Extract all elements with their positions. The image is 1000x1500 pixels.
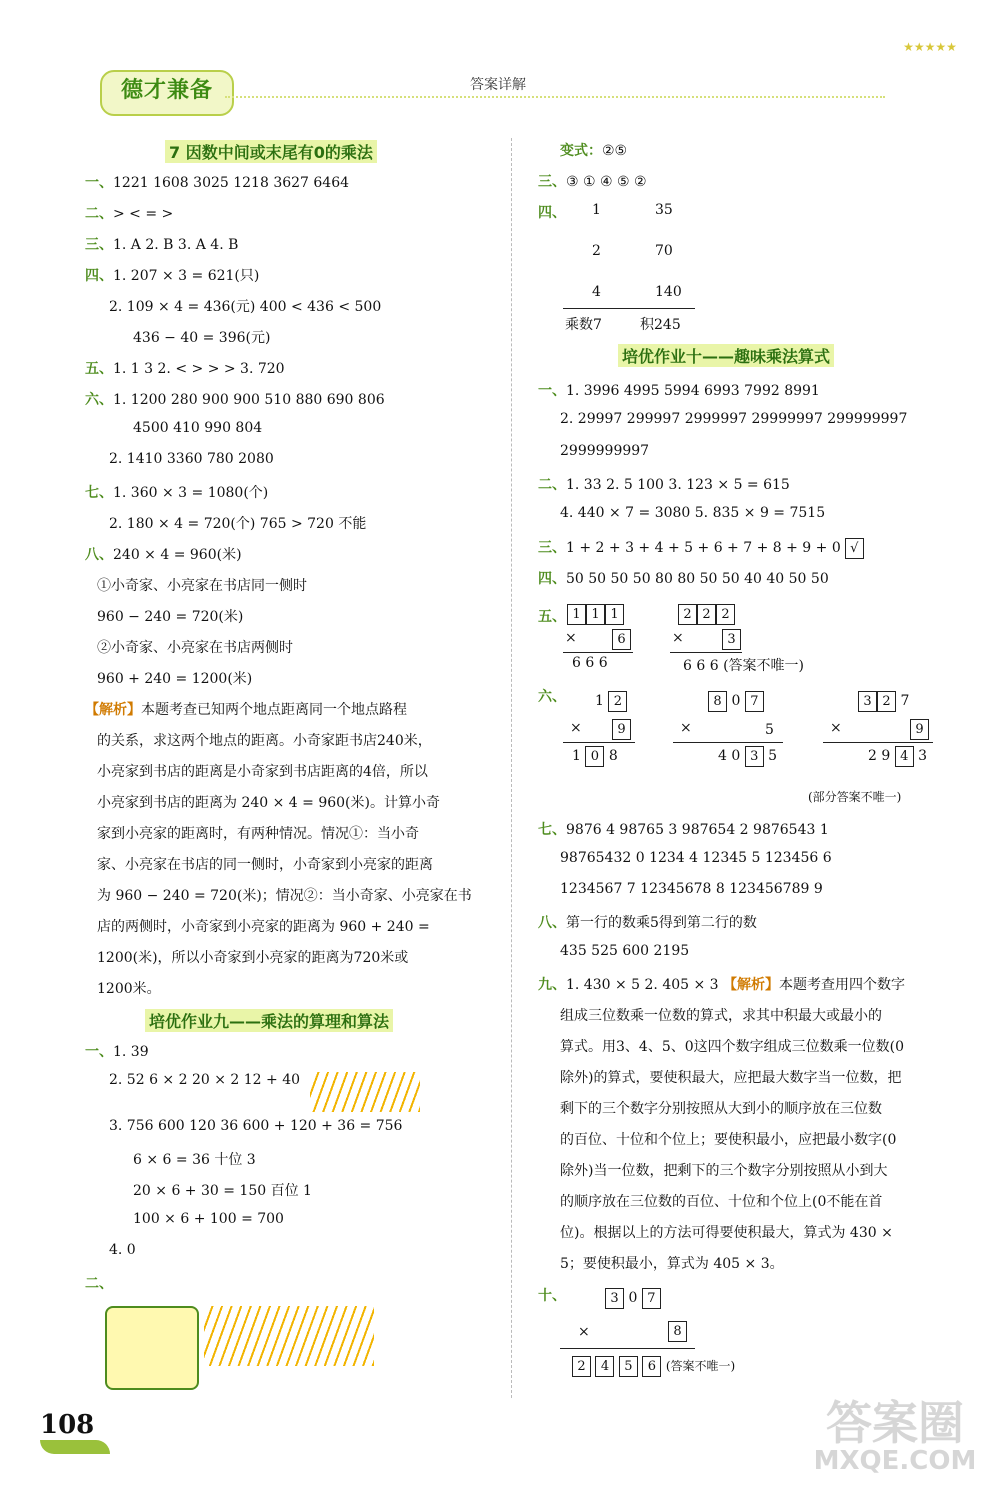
answer-text: 位)。根据以上的方法可得要使积最大，算式为 430 ×: [560, 1225, 893, 1241]
answer-line: [560, 1098, 882, 1118]
answer-text: 1. 33 2. 5 100 3. 123 × 5 = 615: [566, 476, 790, 493]
liu-p1-mul: 9: [612, 718, 631, 740]
answer-text: 小亮家到书店的距离为 240 × 4 = 960(米)。计算小奇: [97, 795, 440, 811]
answer-line: [85, 358, 285, 378]
answer-text: 的顺序放在三位数的百位、十位和个位上(0不能在首: [560, 1194, 883, 1210]
answer-line: [97, 668, 252, 688]
item-label: 五、: [85, 361, 113, 377]
answer-text: 1. 3996 4995 5994 6993 7992 8991: [566, 383, 820, 399]
answer-text: 2. 52 6 × 2 20 × 2 12 + 40: [109, 1072, 301, 1088]
answer-text: 960 − 240 = 720(米): [97, 609, 244, 625]
answer-text: 1234567 7 12345678 8 123456789 9: [560, 881, 823, 897]
answer-line: [85, 544, 242, 564]
answer-text: 5；要使积最小，算式为 405 × 3。: [560, 1256, 784, 1272]
item-label: 一、: [538, 383, 566, 399]
check-box: √: [845, 538, 864, 559]
answer-text: 2. 29997 299997 2999997 29999997 299999997: [560, 411, 908, 428]
answer-line: [538, 819, 829, 839]
answer-text: 本题考查已知两个地点距离同一个地点路程: [141, 702, 407, 718]
item-label: 二、: [538, 476, 566, 493]
liu-p2-rule: [673, 742, 783, 743]
answer-text: 1. 360 × 3 = 1080(个): [113, 485, 269, 501]
item-label: 七、: [85, 485, 113, 501]
item-label: 四、: [538, 570, 566, 587]
answer-text: 2999999997: [560, 442, 650, 459]
answer-text: 1. 1200 280 900 900 510 880 690 806: [113, 392, 385, 408]
answer-line: [538, 912, 757, 932]
liu-p2-top: 8 0 7: [708, 691, 764, 712]
item-label: 六、: [85, 392, 113, 408]
answer-text: 50 50 50 50 80 80 50 50 40 40 50 50: [566, 570, 829, 587]
answer-line: [560, 1191, 882, 1211]
answer-line: [133, 420, 262, 436]
answer-line: [109, 451, 274, 467]
answer-line: [560, 1253, 784, 1273]
wu-a-rule: [563, 652, 633, 653]
shi-label: 十、: [538, 1288, 566, 1304]
liu-p2-times: ×: [680, 720, 692, 736]
answer-line: [560, 1222, 893, 1242]
answer-line: [560, 1067, 901, 1087]
item-label: 三、: [85, 237, 113, 253]
answer-line: [97, 947, 408, 967]
wu-label: 五、: [538, 609, 566, 625]
answer-text: 1. 430 × 5 2. 405 × 3: [566, 977, 724, 993]
answer-line: [560, 1129, 896, 1149]
answer-line: [97, 606, 243, 626]
leaf-decoration: [40, 1440, 110, 1454]
answer-line: [97, 730, 432, 750]
answer-text: 100 × 6 + 100 = 700: [133, 1211, 284, 1227]
answer-line: [538, 380, 820, 400]
answer-text: 98765432 0 1234 4 12345 5 123456 6: [560, 850, 832, 866]
answer-text: ②小奇家、小亮家在书店两侧时: [97, 640, 293, 656]
si-cell: 35: [655, 202, 673, 218]
answer-text: 4. 440 × 7 = 3080 5. 835 × 9 = 7515: [560, 505, 826, 522]
item-label: 三、: [538, 539, 566, 556]
answer-line: [97, 575, 307, 595]
section-title: 7 因数中间或末尾有0的乘法: [165, 140, 377, 163]
answer-text: 20 × 6 + 30 = 150 百位 1: [133, 1183, 312, 1199]
answer-line: [560, 850, 832, 866]
answer-line: [560, 411, 907, 427]
answer-text: 1. A 2. B 3. A 4. B: [113, 237, 239, 253]
wu-a-res: 6 6 6: [572, 655, 608, 671]
shi-times: ×: [578, 1324, 590, 1340]
bundle-picture: [105, 1306, 199, 1390]
liu-label: 六、: [538, 689, 566, 705]
section-title: 培优作业九——乘法的算理和算法: [145, 1009, 393, 1032]
answer-line: [560, 1160, 887, 1180]
answer-text: 算式。用3、4、5、0这四个数字组成三位数乘一位数(0: [560, 1039, 904, 1055]
answer-line: [85, 1273, 113, 1293]
wu-a-times: ×: [565, 630, 577, 646]
si-label: 四、: [538, 205, 566, 221]
answer-text: 960 + 240 = 1200(米): [97, 671, 253, 687]
answer-line: [85, 1041, 149, 1061]
answer-text: 1. 39: [113, 1044, 149, 1060]
answer-line: [538, 568, 829, 588]
answer-line: [133, 1211, 284, 1227]
answer-text: 剩下的三个数字分别按照从大到小的顺序放在三位数: [560, 1101, 882, 1117]
wu-b-rule: [670, 652, 742, 653]
shi-res: 2 4 5 6 (答案不唯一): [572, 1356, 735, 1377]
answer-text: 为 960 − 240 = 720(米)；情况②：当小奇家、小亮家在书: [97, 888, 472, 904]
answer-line: [133, 327, 270, 347]
item-label: 二、: [85, 206, 113, 222]
answer-line: [560, 943, 689, 959]
answer-text: 1 + 2 + 3 + 4 + 5 + 6 + 7 + 8 + 9 + 0: [566, 539, 841, 556]
answer-text: 1. 207 × 3 = 621(只): [113, 268, 260, 284]
answer-line: [560, 505, 825, 521]
liu-p1-res: 1 0 8: [572, 746, 618, 767]
answer-line: [97, 792, 440, 812]
counting-sticks-illustration: [105, 1306, 374, 1390]
answer-text: 1221 1608 3025 1218 3627 6464: [113, 175, 350, 191]
answer-line: [109, 1242, 136, 1258]
answer-text: 435 525 600 2195: [560, 943, 690, 959]
wu-b-top: 2 2 2: [678, 603, 735, 625]
answer-text: 1. 1 3 2. < > > > 3. 720: [113, 361, 285, 377]
answer-text: 店的两侧时，小奇家到小亮家的距离为 960 + 240 =: [97, 919, 430, 935]
liu-p2-mul: 5: [765, 722, 774, 738]
answer-text: 2. 1410 3360 780 2080: [109, 451, 274, 467]
answer-line: [560, 881, 823, 897]
answer-text: ①小奇家、小亮家在书店同一侧时: [97, 578, 307, 594]
answer-text: 2. 180 × 4 = 720(个) 765 > 720 不能: [109, 516, 367, 532]
si-cell: 4: [592, 284, 601, 300]
answer-text: 组成三位数乘一位数的算式，求其中积最大或最小的: [560, 1008, 882, 1024]
answer-line: [97, 916, 430, 936]
answer-line: [97, 823, 419, 843]
answer-text: 家到小亮家的距离时，有两种情况。情况①：当小奇: [97, 826, 419, 842]
item-label: 八、: [85, 547, 113, 563]
answer-line: [538, 537, 864, 559]
answer-line: [85, 265, 259, 285]
answer-line: [109, 296, 381, 316]
answer-line: [109, 513, 366, 533]
answer-text: 的关系，求这两个地点的距离。小奇家距书店240米，: [97, 733, 432, 749]
answer-line: [133, 1180, 312, 1200]
column-divider: [511, 138, 512, 1398]
answer-text: 第一行的数乘5得到第二行的数: [566, 915, 757, 931]
answer-text: 1200米。: [97, 981, 161, 997]
watermark: 答案圈 MXQE.COM: [813, 1396, 977, 1476]
answer-text: 家、小亮家在书店的同一侧时，小奇家到小亮家的距离: [97, 857, 433, 873]
liu-p3-rule: [823, 742, 933, 743]
wu-a-top: 1 1 1: [567, 603, 624, 625]
analysis-label: 【解析】: [723, 977, 780, 993]
answer-text: 240 × 4 = 960(米): [113, 547, 242, 563]
si-footer-a: 乘数7: [565, 317, 602, 333]
si-cell: 1: [592, 202, 601, 218]
answer-line: [97, 761, 428, 781]
si-cell: 70: [655, 243, 673, 259]
liu-p1-rule: [563, 742, 635, 743]
answer-text: 除外)当一位数，把剩下的三个数字分别按照从小到大: [560, 1163, 888, 1179]
analysis-text: 本题考查用四个数字: [779, 977, 906, 993]
liu-p3-top: 3 2 7: [858, 691, 909, 712]
answer-line: [97, 885, 472, 905]
answer-line: [133, 1149, 256, 1169]
answer-line: [97, 854, 433, 874]
answer-text: > < = >: [113, 206, 174, 222]
item-label: 九、: [538, 977, 566, 993]
liu-p3-res: 2 9 4 3: [868, 746, 927, 767]
answer-line: [560, 443, 649, 459]
answer-line: [538, 974, 905, 994]
item-label: 八、: [538, 915, 566, 931]
item-label: 一、: [85, 1044, 113, 1060]
brand-logo: 德才兼备: [100, 70, 234, 116]
answer-text: 2. 109 × 4 = 436(元) 400 < 436 < 500: [109, 299, 382, 315]
si-cell: 2: [592, 243, 601, 259]
answer-text: 9876 4 98765 3 987654 2 9876543 1: [566, 822, 829, 838]
answer-text: 小亮家到书店的距离是小奇家到书店距离的4倍，所以: [97, 764, 428, 780]
answer-line: [109, 1118, 402, 1134]
wu-b-mul: 3: [722, 628, 741, 650]
answer-line: [85, 234, 238, 254]
answer-line: [85, 203, 173, 223]
item-label: 四、: [85, 268, 113, 284]
item-label: 一、: [85, 175, 113, 191]
badge-stars: ★★★★★: [903, 40, 957, 54]
bianshi-line: 变式：②⑤: [560, 143, 628, 159]
answer-text: 1200(米)，所以小奇家到小亮家的距离为720米或: [97, 950, 409, 966]
shi-mul: 8: [668, 1320, 687, 1342]
answer-text: 除外)的算式，要使积最大，应把最大数字当一位数，把: [560, 1070, 902, 1086]
bundles-illustration: [310, 1072, 420, 1112]
answer-text: 4500 410 990 804: [133, 420, 263, 436]
answer-line: [97, 978, 161, 998]
answer-text: 3. 756 600 120 36 600 + 120 + 36 = 756: [109, 1118, 403, 1134]
header-title: 答案详解: [470, 77, 526, 93]
answer-text: 4. 0: [109, 1242, 136, 1258]
answer-line: [85, 172, 349, 192]
si-cell: 140: [655, 284, 682, 300]
analysis-label: 【解析】: [85, 702, 141, 718]
sticks-picture: [204, 1306, 374, 1366]
answer-line: [109, 1072, 420, 1112]
answer-text: 的百位、十位和个位上；要使积最小，应把最小数字(0: [560, 1132, 897, 1148]
liu-p2-res: 4 0 3 5: [718, 746, 777, 767]
wu-a-mul: 6: [612, 628, 631, 650]
liu-p1-times: ×: [570, 720, 582, 736]
si-rule: [563, 308, 695, 309]
answer-text: 6 × 6 = 36 十位 3: [133, 1152, 256, 1168]
answer-line: [97, 637, 293, 657]
liu-p3-mul: 9: [910, 718, 929, 740]
si-footer-b: 积245: [640, 317, 681, 333]
wu-b-res: 6 6 6 (答案不唯一): [683, 658, 805, 674]
answer-line: [85, 389, 385, 409]
header-rule: [225, 96, 885, 98]
san-line: 三、③ ① ④ ⑤ ②: [538, 174, 647, 190]
item-label: 七、: [538, 822, 566, 838]
answer-line: [560, 1036, 904, 1056]
item-label: 二、: [85, 1276, 113, 1292]
answer-line: [538, 474, 790, 494]
wu-b-times: ×: [672, 630, 684, 646]
answer-line: [560, 1005, 882, 1025]
liu-note: (部分答案不唯一): [808, 790, 902, 804]
answer-line: [85, 699, 407, 719]
page-number: 108: [40, 1410, 95, 1440]
shi-top: 3 0 7: [605, 1288, 661, 1309]
section-title-10: 培优作业十——趣味乘法算式: [618, 344, 834, 367]
liu-p1-top: 1 2: [595, 691, 627, 712]
answer-line: [85, 482, 268, 502]
liu-p3-times: ×: [830, 720, 842, 736]
shi-rule: [560, 1348, 695, 1349]
answer-text: 436 − 40 = 396(元): [133, 330, 271, 346]
